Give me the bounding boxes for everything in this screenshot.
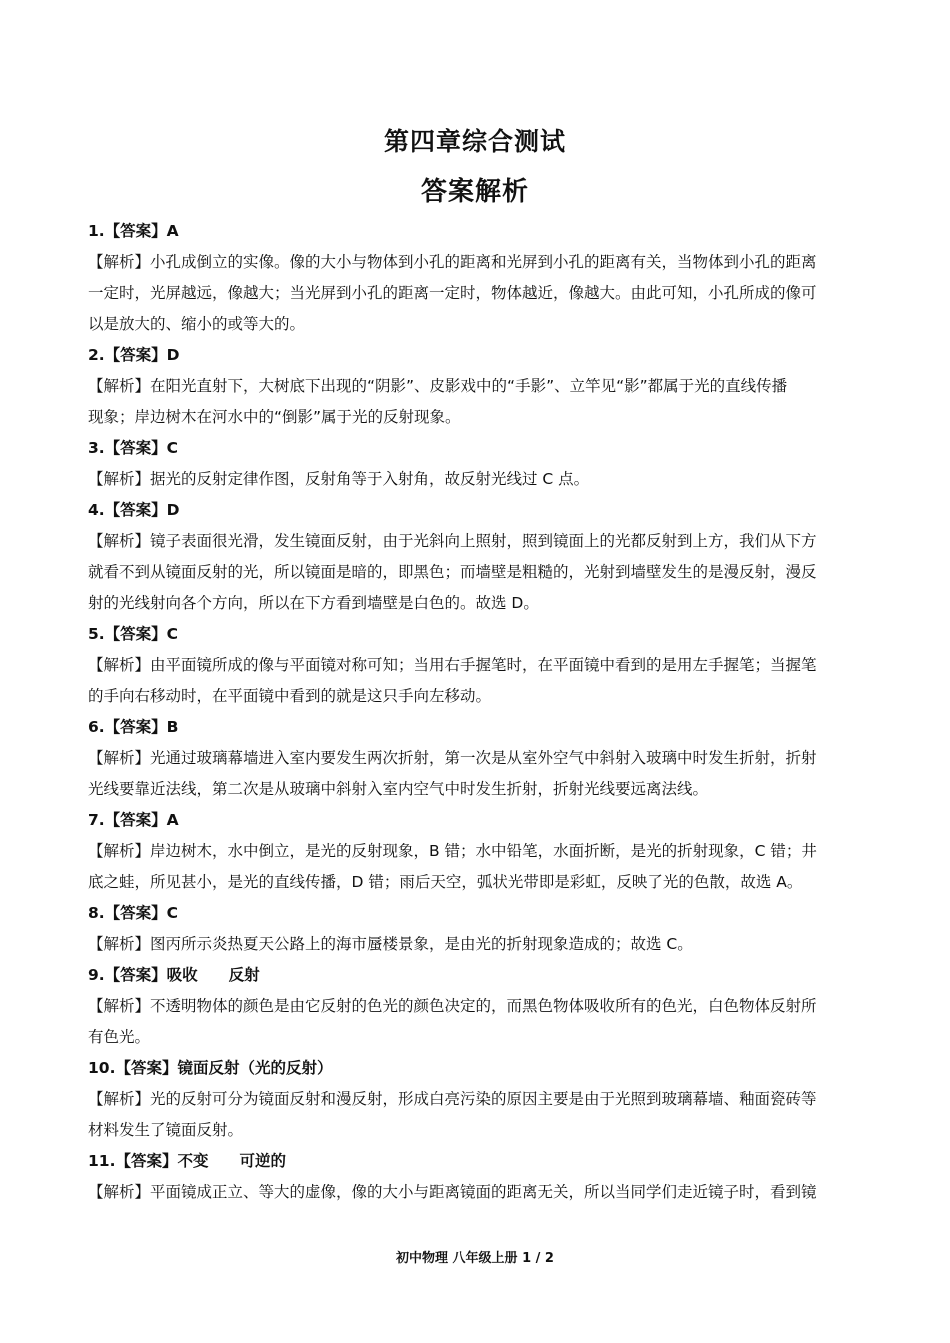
explanation-line: 【解析】由平面镜所成的像与平面镜对称可知；当用右手握笔时，在平面镜中看到的是用左手握笔；当握笔 (88, 656, 817, 674)
explanation-line: 射的光线射向各个方向，所以在下方看到墙壁是白色的。故选 D。 (88, 594, 539, 612)
answer-line: 7.【答案】A (88, 811, 179, 829)
answer-line: 11.【答案】不变 可逆的 (88, 1152, 286, 1170)
explanation-line: 【解析】平面镜成正立、等大的虚像，像的大小与距离镜面的距离无关，所以当同学们走近镜子时，看到镜 (88, 1183, 817, 1201)
answer-list (88, 216, 848, 1208)
explanation-line: 材料发生了镜面反射。 (88, 1121, 244, 1139)
explanation-line: 就看不到从镜面反射的光，所以镜面是暗的，即黑色；而墙壁是粗糙的，光射到墙壁发生的是漫反射，漫反 (88, 563, 817, 581)
explanation-line: 【解析】岸边树木，水中倒立，是光的反射现象，B 错；水中铅笔，水面折断，是光的折射现象，C 错；井 (88, 842, 817, 860)
explanation-line: 【解析】小孔成倒立的实像。像的大小与物体到小孔的距离和光屏到小孔的距离有关，当物体到小孔的距离 (88, 253, 817, 271)
explanation-line: 以是放大的、缩小的或等大的。 (88, 315, 306, 333)
explanation-line: 【解析】据光的反射定律作图，反射角等于入射角，故反射光线过 C 点。 (88, 470, 590, 488)
explanation-line: 现象；岸边树木在河水中的“倒影”属于光的反射现象。 (88, 408, 461, 426)
explanation-line: 一定时，光屏越远，像越大；当光屏到小孔的距离一定时，物体越近，像越大。由此可知，小孔所成的像可 (88, 284, 817, 302)
answer-line: 2.【答案】D (88, 346, 180, 364)
explanation-line: 光线要靠近法线，第二次是从玻璃中斜射入室内空气中时发生折射，折射光线要远离法线。 (88, 780, 709, 798)
explanation-line: 【解析】在阳光直射下，大树底下出现的“阴影”、皮影戏中的“手影”、立竿见“影”都属于光的直线传播 (88, 377, 788, 395)
explanation-line: 底之蛙，所见甚小，是光的直线传播，D 错；雨后天空，弧状光带即是彩虹，反映了光的色散，故选 A。 (88, 873, 803, 891)
page-footer: 初中物理 八年级上册 1 / 2 (396, 1251, 554, 1266)
answer-line: 6.【答案】B (88, 718, 179, 736)
explanation-line: 有色光。 (88, 1028, 151, 1046)
answer-line: 9.【答案】吸收 反射 (88, 966, 260, 984)
explanation-line: 【解析】不透明物体的颜色是由它反射的色光的颜色决定的，而黑色物体吸收所有的色光，白色物体反射所 (88, 997, 817, 1015)
explanation-line: 【解析】光通过玻璃幕墙进入室内要发生两次折射，第一次是从室外空气中斜射入玻璃中时发生折射，折射 (88, 749, 817, 767)
page-subtitle: 答案解析 (420, 177, 529, 207)
answer-line: 10.【答案】镜面反射（光的反射） (88, 1059, 333, 1077)
explanation-line: 【解析】镜子表面很光滑，发生镜面反射，由于光斜向上照射，照到镜面上的光都反射到上方，我们从下方 (88, 532, 817, 550)
explanation-line: 【解析】图丙所示炎热夏天公路上的海市蜃楼景象，是由光的折射现象造成的；故选 C。 (88, 935, 693, 953)
explanation-line: 的手向右移动时，在平面镜中看到的就是这只手向左移动。 (88, 687, 492, 705)
answer-line: 4.【答案】D (88, 501, 180, 519)
answer-line: 8.【答案】C (88, 904, 179, 922)
explanation-line: 【解析】光的反射可分为镜面反射和漫反射，形成白亮污染的原因主要是由于光照到玻璃幕墙、釉面瓷砖等 (88, 1090, 817, 1108)
answer-line: 5.【答案】C (88, 625, 179, 643)
answer-line: 1.【答案】A (88, 222, 179, 240)
page-title: 第四章综合测试 (383, 127, 566, 156)
answer-line: 3.【答案】C (88, 439, 179, 457)
